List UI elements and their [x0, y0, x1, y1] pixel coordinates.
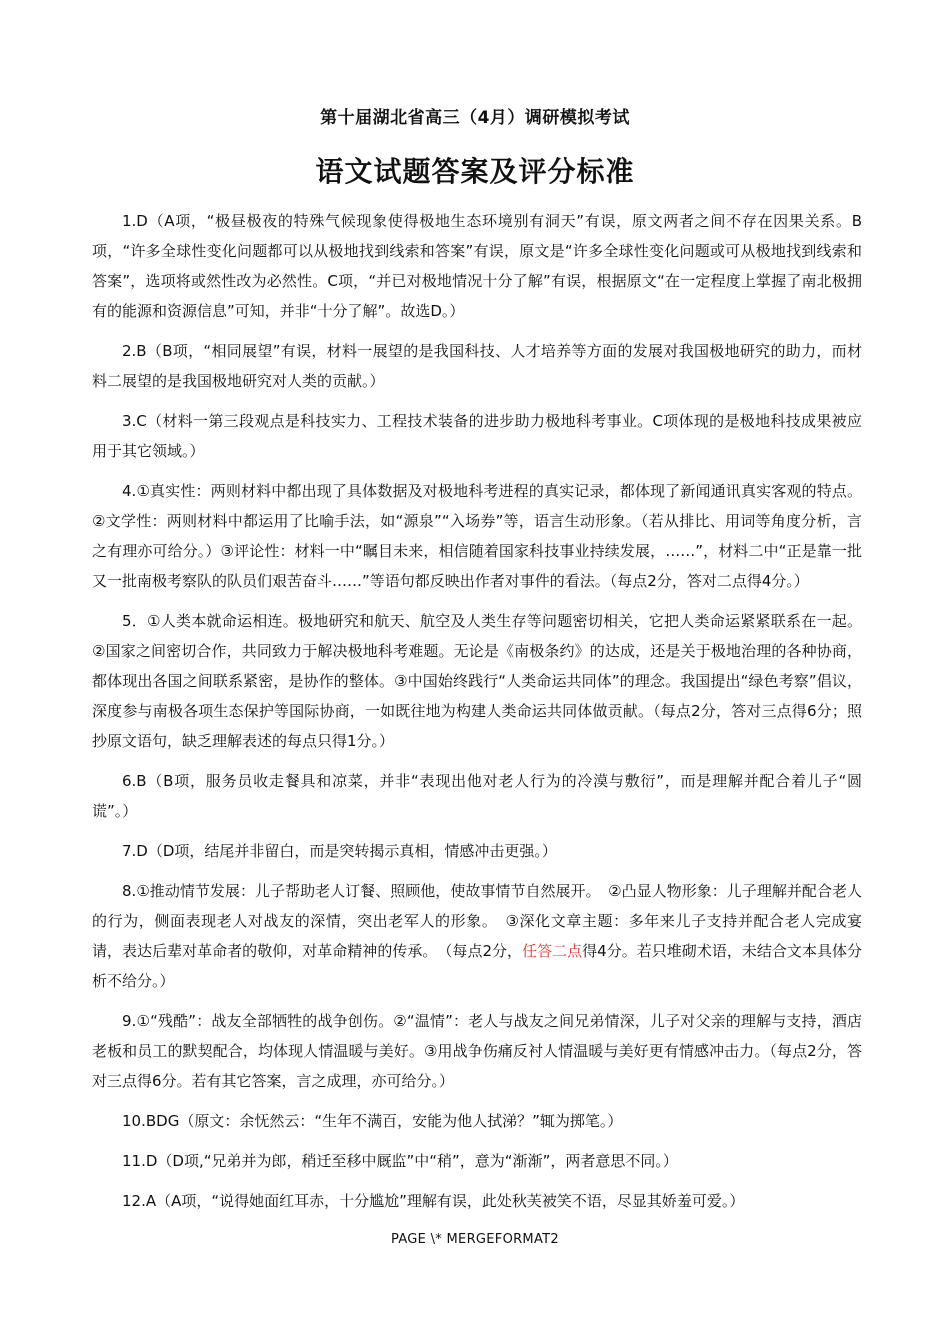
- answer-paragraph-1: 1.D（A项，“极昼极夜的特殊气候现象使得极地生态环境别有洞天”有误，原文两者之间不存在因果关系。B项，“许多全球性变化问题都可以从极地找到线索和答案”有误，原文是“许多全球性变化问题或可从极地找到线索和答案”，选项将或然性改为必然性。C项，“并已对极地情况十分了解”有误，根据原文“在一定程度上掌握了南北极拥有的能源和资源信息”可知，并非“十分了解”。故选D。）: [92, 212, 862, 320]
- answer-paragraph-4: 4.①真实性：两则材料中都出现了具体数据及对极地科考进程的真实记录，都体现了新闻通讯真实客观的特点。②文学性：两则材料中都运用了比喻手法，如“源泉”“入场券”等，语言生动形象。（若从排比、用词等角度分析，言之有理亦可给分。）③评论性：材料一中“瞩目未来，相信随着国家科技事业持续发展，……”，材料二中“正是靠一批又一批南极考察队的队员们艰苦奋斗……”等语句都反映出作者对事件的看法。（每点2分，答对二点得4分。）: [92, 482, 862, 590]
- answer-paragraph-10: 10.BDG（原文：余怃然云：“生年不满百，安能为他人拭涕？”辄为掷笔。）: [122, 1112, 623, 1130]
- answer-paragraph-9: 9.①“残酷”：战友全部牺牲的战争创伤。②“温情”：老人与战友之间兄弟情深，儿子对父亲的理解与支持，酒店老板和员工的默契配合，均体现人情温暖与美好。③用战争伤痛反衬人情温暖与美好更有情感冲击力。（每点2分，答对三点得6分。若有其它答案，言之成理，亦可给分。）: [92, 1012, 862, 1090]
- answer-paragraph-11: 11.D（D项,“兄弟并为郎，稍迁至移中厩监”中“稍”，意为“渐渐”，两者意思不同。）: [122, 1152, 678, 1170]
- exam-subtitle: 第十届湖北省高三（4月）调研模拟考试: [320, 108, 630, 128]
- answer-paragraph-8: [92, 876, 862, 996]
- document-title: 语文试题答案及评分标准: [315, 155, 635, 188]
- answer-paragraph-3: 3.C（材料一第三段观点是科技实力、工程技术装备的进步助力极地科考事业。C项体现的是极地科技成果被应用于其它领域。）: [92, 412, 862, 460]
- answer-8-tail: 得4分。若只堆砌术语，未结合文本具体分析不给分。）: [92, 942, 862, 990]
- page-footer-field: PAGE \* MERGEFORMAT2: [391, 1232, 559, 1247]
- answer-paragraph-5: 5．①人类本就命运相连。极地研究和航天、航空及人类生存等问题密切相关，它把人类命运紧紧联系在一起。②国家之间密切合作，共同致力于解决极地科考难题。无论是《南极条约》的达成，还是关于极地治理的各种协商，都体现出各国之间联系紧密，是协作的整体。③中国始终践行“人类命运共同体”的理念。我国提出“绿色考察”倡议，深度参与南极各项生态保护等国际协商，一如既往地为构建人类命运共同体做贡献。（每点2分，答对三点得6分；照抄原文语句，缺乏理解表述的每点只得1分。）: [92, 612, 862, 750]
- answer-paragraph-2: 2.B（B项，“相同展望”有误，材料一展望的是我国科技、人才培养等方面的发展对我国极地研究的助力，而材料二展望的是我国极地研究对人类的贡献。）: [92, 342, 862, 390]
- answer-paragraph-12: 12.A（A项，“说得她面红耳赤，十分尴尬”理解有误，此处秋芙被笑不语，尽显其娇羞可爱。）: [122, 1192, 745, 1210]
- answer-paragraph-7: 7.D（D项，结尾并非留白，而是突转揭示真相，情感冲击更强。）: [122, 842, 557, 860]
- highlighted-note: 任答二点: [522, 942, 583, 960]
- answer-paragraph-6: 6.B（B项，服务员收走餐具和凉菜，并非“表现出他对老人行为的冷漠与敷衍”，而是理解并配合着儿子“圆谎”。）: [92, 772, 862, 820]
- answer-list: [92, 206, 862, 1226]
- answer-8-text: 8.①推动情节发展：儿子帮助老人订餐、照顾他，使故事情节自然展开。 ②凸显人物形象：儿子理解并配合老人的行为，侧面表现老人对战友的深情，突出老军人的形象。 ③深化文章主题：多年来儿子支持并配合老人完成宴请，表达后辈对革命者的敬仰，对革命精神的传承。 （每点2分，: [92, 882, 862, 960]
